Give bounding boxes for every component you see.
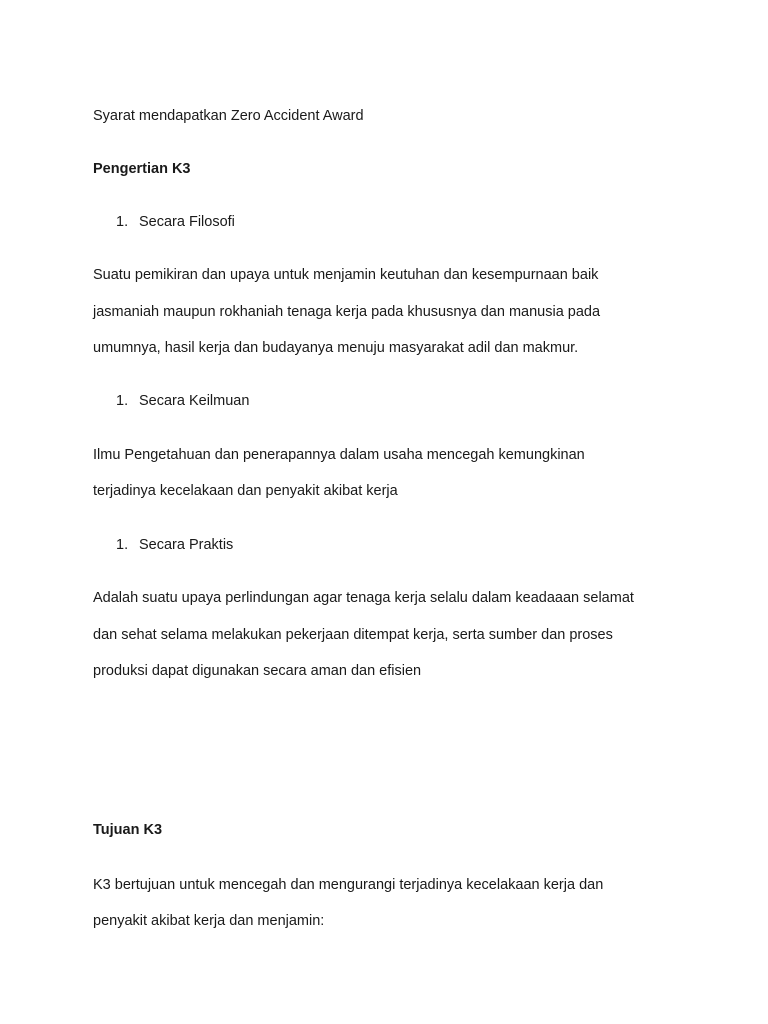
paragraph-line: terjadinya kecelakaan dan penyakit akibat kerja (93, 483, 398, 499)
paragraph-line: jasmaniah maupun rokhaniah tenaga kerja pada khususnya dan manusia pada (93, 304, 601, 320)
list-item-title: Secara Praktis (139, 537, 234, 553)
paragraph-line: Ilmu Pengetahuan dan penerapannya dalam usaha mencegah kemungkinan (93, 447, 585, 463)
heading-pengertian-k3: Pengertian K3 (93, 161, 191, 177)
paragraph-line: produksi dapat digunakan secara aman dan efisien (93, 663, 422, 679)
paragraph-line: umumnya, hasil kerja dan budayanya menuju masyarakat adil dan makmur. (93, 340, 579, 356)
list-number: 1. (116, 537, 129, 553)
paragraph-line: dan sehat selama melakukan pekerjaan ditempat kerja, serta sumber dan proses (93, 627, 613, 643)
paragraph-line: Suatu pemikiran dan upaya untuk menjamin keutuhan dan kesempurnaan baik (93, 267, 599, 283)
document-intro-line: Syarat mendapatkan Zero Accident Award (93, 108, 364, 124)
paragraph-line: K3 bertujuan untuk mencegah dan mengurangi terjadinya kecelakaan kerja dan (93, 877, 604, 893)
heading-tujuan-k3: Tujuan K3 (93, 822, 163, 838)
paragraph-line: Adalah suatu upaya perlindungan agar tenaga kerja selalu dalam keadaaan selamat (93, 590, 634, 606)
list-item-title: Secara Keilmuan (139, 393, 250, 409)
list-number: 1. (116, 393, 129, 409)
list-item-title: Secara Filosofi (139, 214, 235, 230)
list-number: 1. (116, 214, 129, 230)
paragraph-line: penyakit akibat kerja dan menjamin: (93, 913, 325, 929)
